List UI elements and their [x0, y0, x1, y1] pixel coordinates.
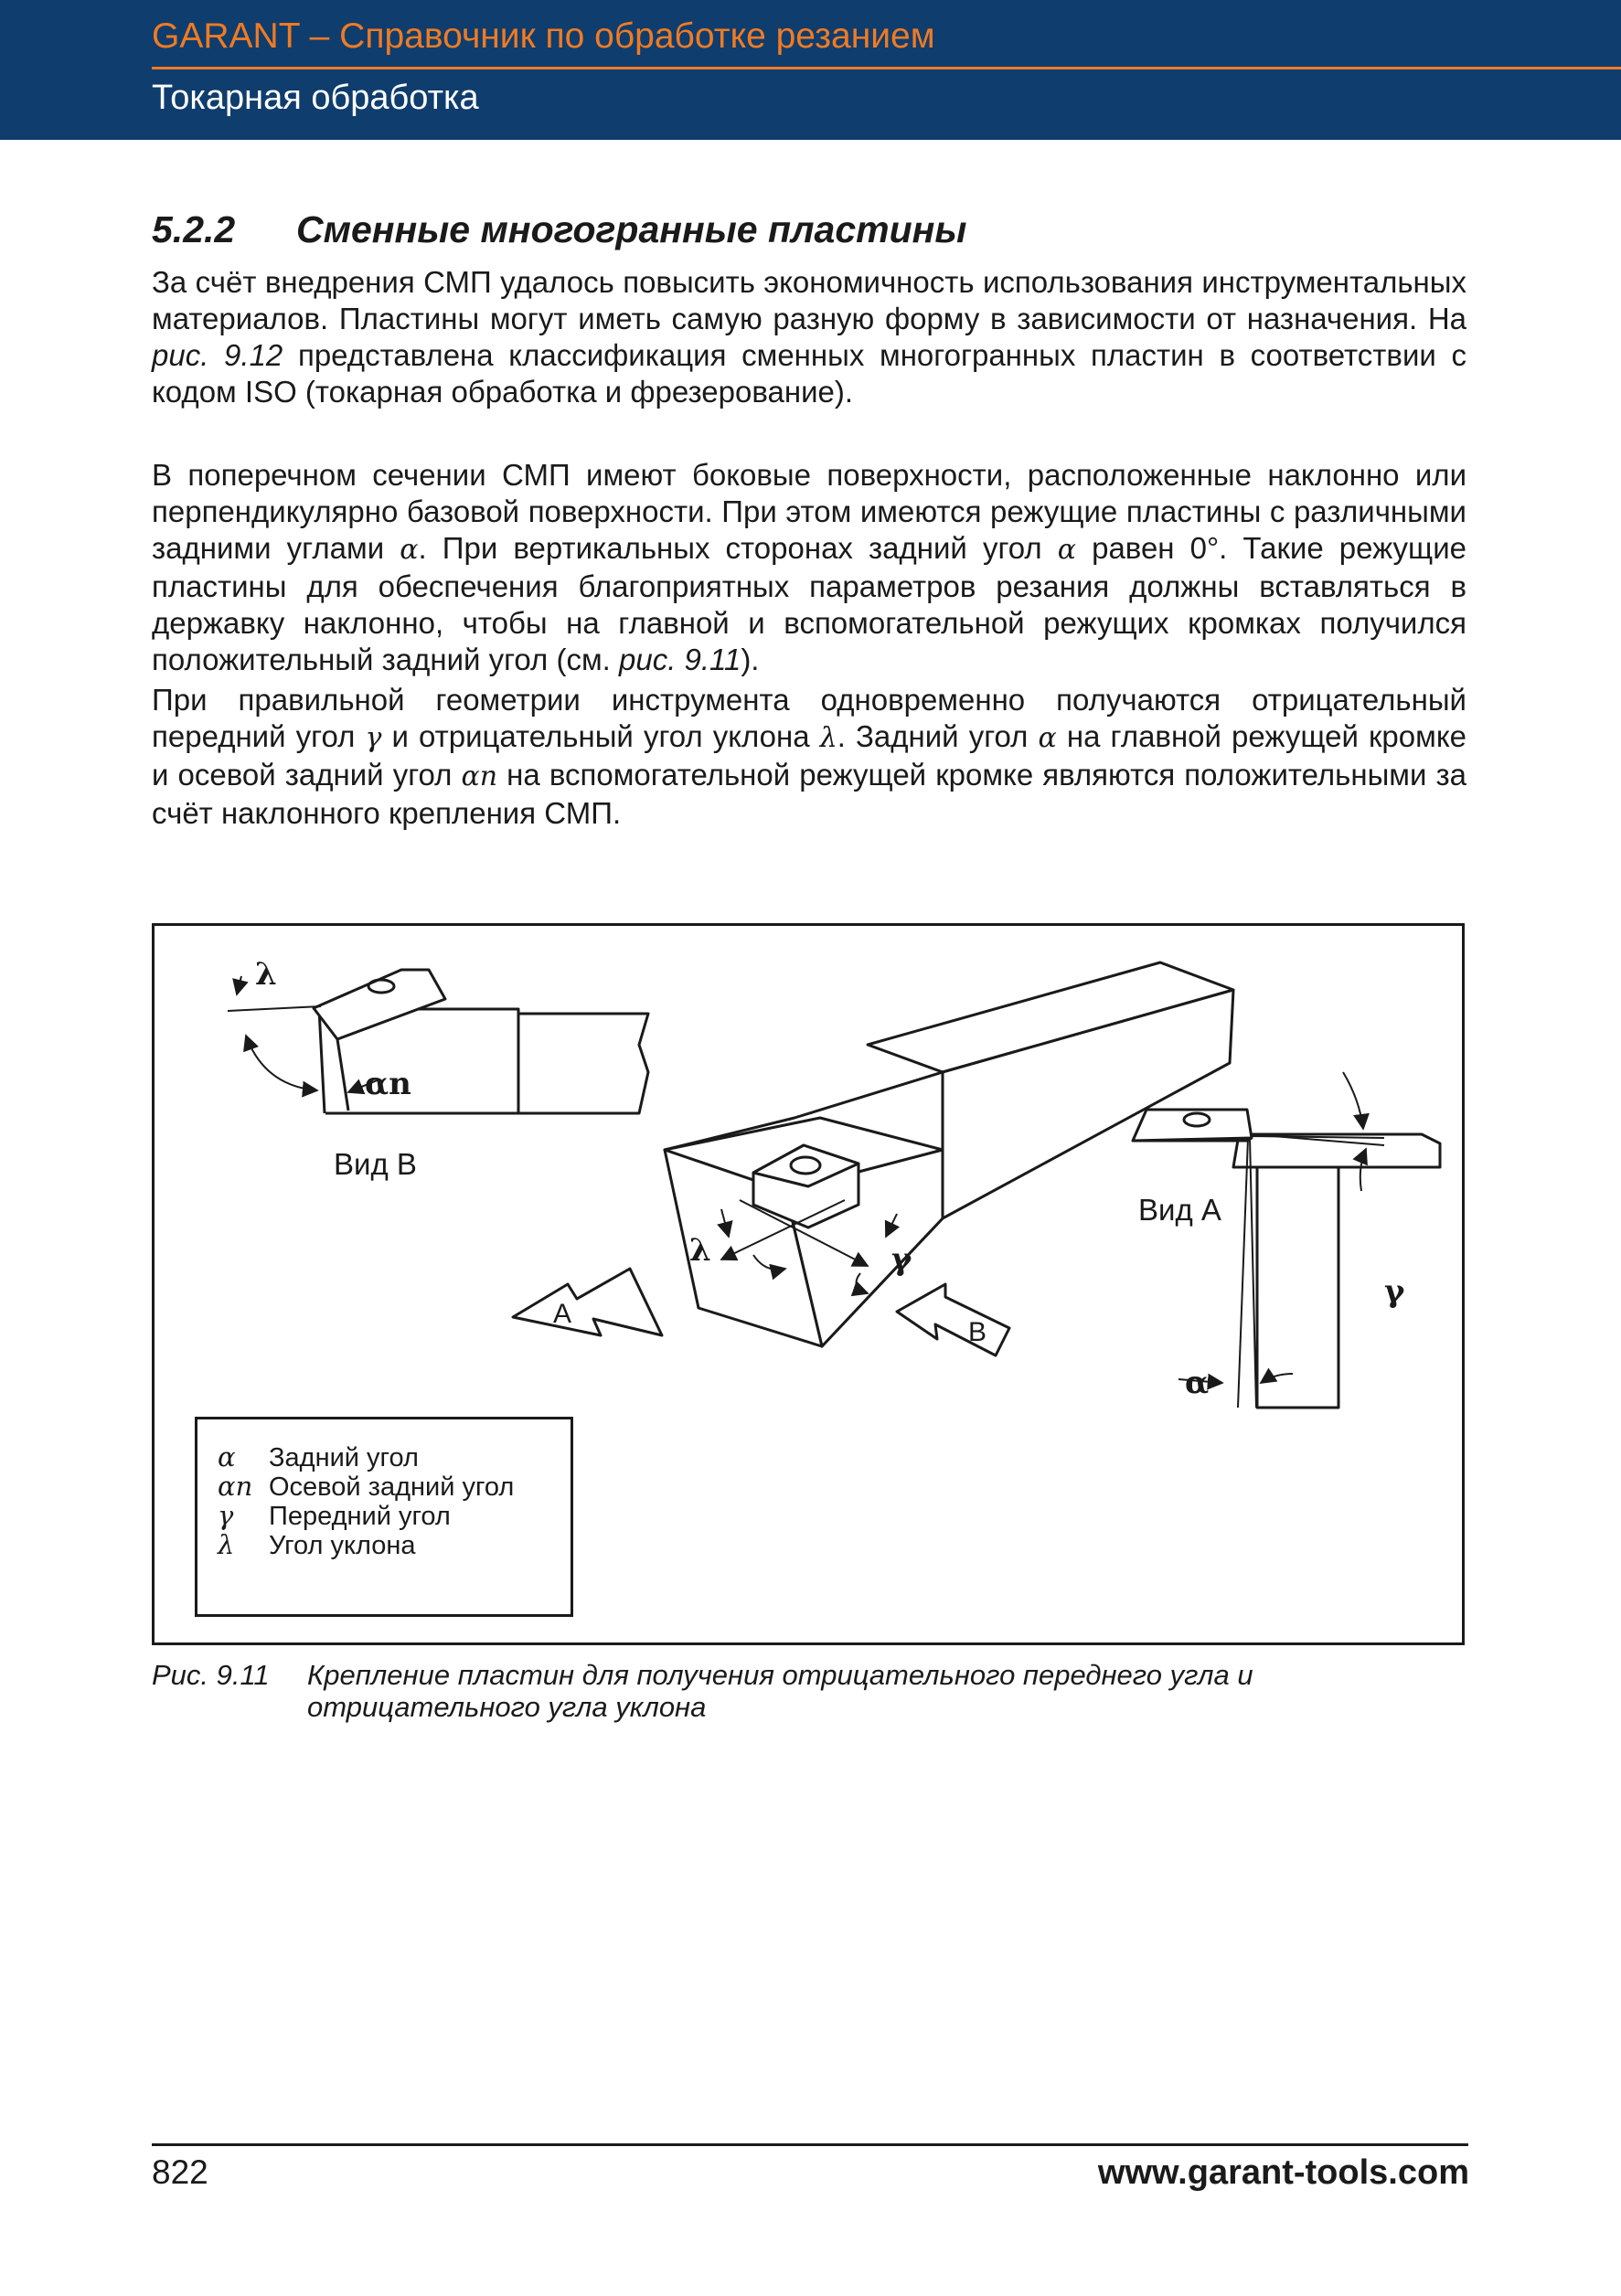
- gamma-label-view-a: γ: [1384, 1273, 1405, 1310]
- text-run: равен 0°. Такие режущие пластины для обеспечения благоприятных параметров резания должны вставляться в державку наклонно, чтобы на главной и вспомогательной режущих кромках получился положительный задний угол (см.: [152, 531, 1466, 676]
- section-heading: [152, 208, 966, 251]
- legend-item: [218, 1500, 451, 1532]
- page-number: 822: [152, 2153, 208, 2191]
- text-run: . При вертикальных сторонах задний угол: [418, 531, 1058, 565]
- alpha-label-view-a: α: [1185, 1365, 1210, 1401]
- text-run: За счёт внедрения СМП удалось повысить экономичность использования инструментальных материалов. Пластины могут иметь самую разную форму в зависимости от назначения. На: [152, 265, 1466, 335]
- symbol-alpha-n: αn: [461, 760, 498, 792]
- view-a-label: Вид A: [1138, 1193, 1221, 1227]
- alpha-n-label: αn: [365, 1066, 411, 1102]
- legend-item: [218, 1529, 416, 1561]
- lambda-label-view-b: λ: [255, 956, 277, 993]
- text-run: и отрицательный угол уклона: [381, 719, 820, 753]
- paragraph-1: [152, 264, 1466, 410]
- text-run: . Задний угол: [837, 719, 1039, 753]
- symbol-gamma: γ: [365, 722, 382, 754]
- figure-legend: [195, 1417, 573, 1617]
- caption-text: Крепление пластин для получения отрицательного переднего угла и отрицательного угла уклона: [307, 1659, 1253, 1723]
- caption-number: Рис. 9.11: [152, 1659, 270, 1691]
- text-run: При правильной геометрии инструмента одновременно получаются отрицательный передний угол: [152, 683, 1466, 753]
- figure-reference[interactable]: рис. 9.12: [152, 338, 283, 372]
- legend-symbol: λ: [218, 1529, 235, 1560]
- legend-item: [218, 1471, 514, 1503]
- legend-symbol: γ: [218, 1500, 234, 1531]
- header-subtitle: Токарная обработка: [152, 79, 479, 117]
- legend-text: Задний угол: [269, 1443, 419, 1472]
- text-run: ).: [741, 643, 760, 676]
- section-title: Сменные многогранные пластины: [296, 208, 967, 250]
- arrow-a-label: A: [553, 1299, 572, 1329]
- text-run: на вспомогательной режущей кромке являются положительными за счёт наклонного крепления СМП.: [152, 758, 1466, 830]
- legend-symbol: α: [218, 1441, 236, 1472]
- legend-text: Передний угол: [269, 1502, 451, 1531]
- arrow-b-label: B: [968, 1317, 987, 1347]
- figure-reference[interactable]: рис. 9.11: [618, 643, 741, 676]
- page-header: [0, 0, 1621, 140]
- view-b-label: Вид B: [334, 1147, 417, 1181]
- text-run: представлена классификация сменных многогранных пластин в соответствии с кодом ISO (токарная обработка и фрезерование).: [152, 338, 1466, 409]
- text-run: В поперечном сечении СМП имеют боковые поверхности, расположенные наклонно или перпендикулярно базовой поверхности. При этом имеются режущие пластины с различными задними углами: [152, 458, 1466, 565]
- header-title: GARANT – Справочник по обработке резанием: [152, 16, 935, 56]
- symbol-alpha: α: [400, 534, 419, 566]
- tool-holder-body: [665, 962, 1233, 1346]
- symbol-lambda: λ: [819, 722, 837, 754]
- header-rule: [152, 67, 1621, 69]
- figure-9-11: [152, 923, 1465, 1645]
- arrow-b-shape: [897, 1284, 1009, 1355]
- symbol-alpha: α: [1057, 534, 1076, 566]
- arrow-a-shape: [513, 1269, 662, 1335]
- legend-text: Угол уклона: [269, 1531, 416, 1560]
- legend-item: [218, 1441, 419, 1473]
- gamma-label-main: γ: [891, 1241, 912, 1278]
- symbol-alpha: α: [1038, 722, 1057, 754]
- lambda-label-main: λ: [689, 1232, 711, 1269]
- legend-symbol: αn: [218, 1471, 253, 1502]
- section-number: 5.2.2: [152, 208, 236, 250]
- paragraph-2: [152, 457, 1466, 678]
- website-link[interactable]: www.garant-tools.com: [1097, 2153, 1469, 2192]
- view-a-sketch: [1133, 1072, 1440, 1408]
- text-run: на главной режущей кромке и осевой задний угол: [152, 719, 1466, 792]
- view-b-sketch: [228, 970, 648, 1113]
- footer-rule: [152, 2143, 1468, 2146]
- legend-text: Осевой задний угол: [269, 1472, 515, 1502]
- paragraph-3: [152, 682, 1466, 832]
